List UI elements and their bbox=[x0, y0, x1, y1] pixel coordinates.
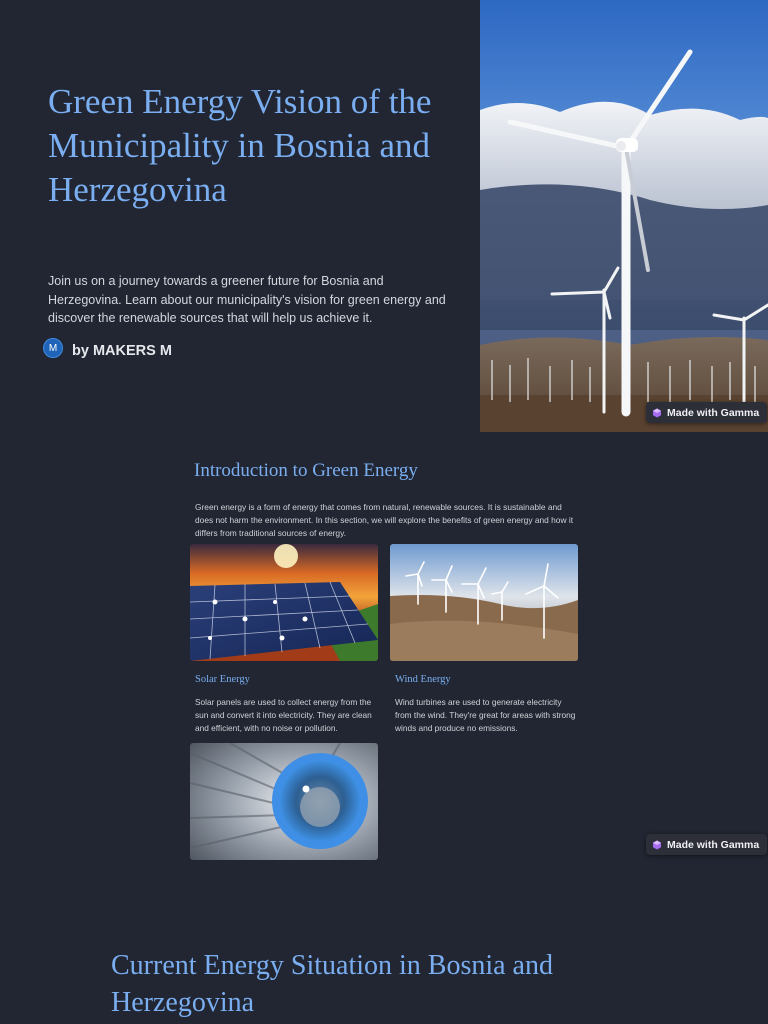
section-description: Green energy is a form of energy that comes from natural, renewable sources. It is sustainable and does not harm the environment. In this section, we will explore the benefits of green energy and how it differs from traditional sources of energy. bbox=[195, 502, 574, 538]
gamma-logo-icon bbox=[652, 408, 662, 418]
hydro-turbine-photo-icon bbox=[190, 743, 378, 860]
hero-title: Green Energy Vision of the Municipality in Bosnia and Herzegovina bbox=[48, 82, 432, 209]
hydro-turbine-image bbox=[190, 743, 378, 860]
card-description-wind-energy: Wind turbines are used to generate electricity from the wind. They're great for areas with strong winds and produce no emissions. bbox=[395, 697, 576, 733]
wind-turbines-photo-icon bbox=[390, 544, 578, 661]
avatar[interactable]: M bbox=[43, 338, 63, 358]
card-description-solar-energy: Solar panels are used to collect energy from the sun and convert it into electricity. They are clean and efficient, with no noise or pollution. bbox=[195, 697, 372, 733]
made-with-gamma-badge[interactable] bbox=[646, 402, 767, 423]
card-title-wind-energy: Wind Energy bbox=[395, 674, 451, 685]
hero-description: Join us on a journey towards a greener future for Bosnia and Herzegovina. Learn about our municipality's vision for green energy and discover the renewable sources that will help us achieve it. bbox=[48, 274, 446, 325]
solar-panels-photo-icon bbox=[190, 544, 378, 661]
wind-energy-image bbox=[390, 544, 578, 661]
solar-energy-image bbox=[190, 544, 378, 661]
hero-wind-turbines-image bbox=[480, 0, 768, 432]
section-title-introduction: Introduction to Green Energy bbox=[194, 460, 418, 481]
card-title-solar-energy: Solar Energy bbox=[195, 674, 250, 685]
section-title-current-energy: Current Energy Situation in Bosnia and Herzegovina bbox=[111, 950, 553, 1018]
gamma-logo-icon bbox=[652, 840, 662, 850]
badge-label: Made with Gamma bbox=[667, 838, 760, 851]
badge-label: Made with Gamma bbox=[667, 406, 760, 419]
wind-turbines-photo-icon bbox=[480, 0, 768, 432]
author-name[interactable]: by MAKERS M bbox=[72, 343, 172, 359]
made-with-gamma-badge[interactable] bbox=[646, 834, 767, 855]
author[interactable] bbox=[43, 337, 172, 359]
